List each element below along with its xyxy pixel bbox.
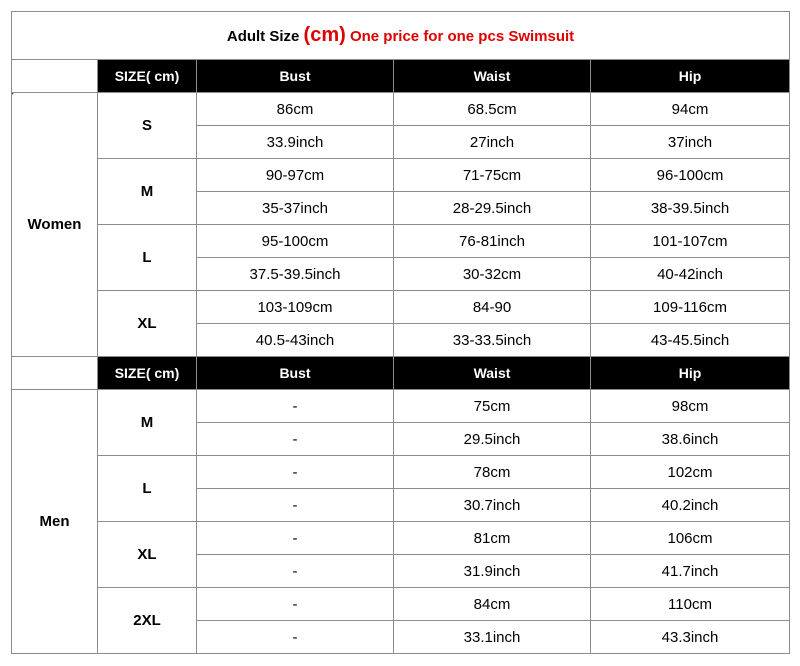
title-main: Adult Size <box>226 28 300 45</box>
waist-cm: 81cm <box>394 522 591 555</box>
header-blank-cell <box>12 60 98 93</box>
table-row <box>12 225 790 258</box>
bust-cm: 86cm <box>197 93 394 126</box>
waist-inch: 28-29.5inch <box>394 192 591 225</box>
size-label: M <box>98 159 197 225</box>
hip-cm: 110cm <box>591 588 790 621</box>
hip-cm: 94cm <box>591 93 790 126</box>
waist-inch: 30-32cm <box>394 258 591 291</box>
waist-inch: 27inch <box>394 126 591 159</box>
bust-inch: - <box>197 489 394 522</box>
hip-inch: 38.6inch <box>591 423 790 456</box>
waist-inch: 31.9inch <box>394 555 591 588</box>
header-size: SIZE( cm) <box>98 357 197 390</box>
size-label: M <box>98 390 197 456</box>
chart-title <box>12 12 790 60</box>
header-row-women <box>12 60 790 93</box>
hip-cm: 96-100cm <box>591 159 790 192</box>
hip-inch: 40-42inch <box>591 258 790 291</box>
waist-inch: 33.1inch <box>394 621 591 654</box>
bust-cm: - <box>197 588 394 621</box>
size-label: XL <box>98 291 197 357</box>
size-label: XL <box>98 522 197 588</box>
bust-inch: 33.9inch <box>197 126 394 159</box>
bust-cm: - <box>197 390 394 423</box>
bust-cm: 90-97cm <box>197 159 394 192</box>
header-hip: Hip <box>591 357 790 390</box>
header-waist: Waist <box>394 60 591 93</box>
hip-cm: 102cm <box>591 456 790 489</box>
waist-inch: 29.5inch <box>394 423 591 456</box>
header-row-men <box>12 357 790 390</box>
table-row <box>12 588 790 621</box>
size-chart-table <box>11 11 790 654</box>
waist-cm: 84cm <box>394 588 591 621</box>
hip-cm: 101-107cm <box>591 225 790 258</box>
hip-inch: 41.7inch <box>591 555 790 588</box>
header-blank-cell <box>12 357 98 390</box>
hip-cm: 109-116cm <box>591 291 790 324</box>
bust-inch: - <box>197 423 394 456</box>
header-hip: Hip <box>591 60 790 93</box>
header-size: SIZE( cm) <box>98 60 197 93</box>
size-label: S <box>98 93 197 159</box>
group-label-women: Women <box>12 93 98 357</box>
table-row <box>12 456 790 489</box>
hip-inch: 43.3inch <box>591 621 790 654</box>
bust-inch: 35-37inch <box>197 192 394 225</box>
hip-inch: 38-39.5inch <box>591 192 790 225</box>
waist-cm: 76-81inch <box>394 225 591 258</box>
bust-inch: - <box>197 555 394 588</box>
header-bust: Bust <box>197 60 394 93</box>
bust-cm: 103-109cm <box>197 291 394 324</box>
waist-inch: 30.7inch <box>394 489 591 522</box>
bust-cm: - <box>197 522 394 555</box>
waist-cm: 71-75cm <box>394 159 591 192</box>
waist-cm: 84-90 <box>394 291 591 324</box>
bust-inch: 40.5-43inch <box>197 324 394 357</box>
table-row <box>12 522 790 555</box>
group-label-men: Men <box>12 390 98 654</box>
table-row <box>12 159 790 192</box>
title-unit: (cm) <box>303 24 346 46</box>
hip-inch: 43-45.5inch <box>591 324 790 357</box>
title-subtitle: One price for one pcs Swimsuit <box>349 28 575 45</box>
hip-inch: 37inch <box>591 126 790 159</box>
table-row <box>12 390 790 423</box>
waist-cm: 75cm <box>394 390 591 423</box>
table-row <box>12 93 790 126</box>
size-label: L <box>98 225 197 291</box>
waist-cm: 68.5cm <box>394 93 591 126</box>
bust-cm: - <box>197 456 394 489</box>
waist-cm: 78cm <box>394 456 591 489</box>
bust-inch: - <box>197 621 394 654</box>
header-waist: Waist <box>394 357 591 390</box>
size-label: L <box>98 456 197 522</box>
hip-cm: 106cm <box>591 522 790 555</box>
size-label: 2XL <box>98 588 197 654</box>
hip-cm: 98cm <box>591 390 790 423</box>
table-row <box>12 291 790 324</box>
header-bust: Bust <box>197 357 394 390</box>
bust-inch: 37.5-39.5inch <box>197 258 394 291</box>
bust-cm: 95-100cm <box>197 225 394 258</box>
waist-inch: 33-33.5inch <box>394 324 591 357</box>
hip-inch: 40.2inch <box>591 489 790 522</box>
